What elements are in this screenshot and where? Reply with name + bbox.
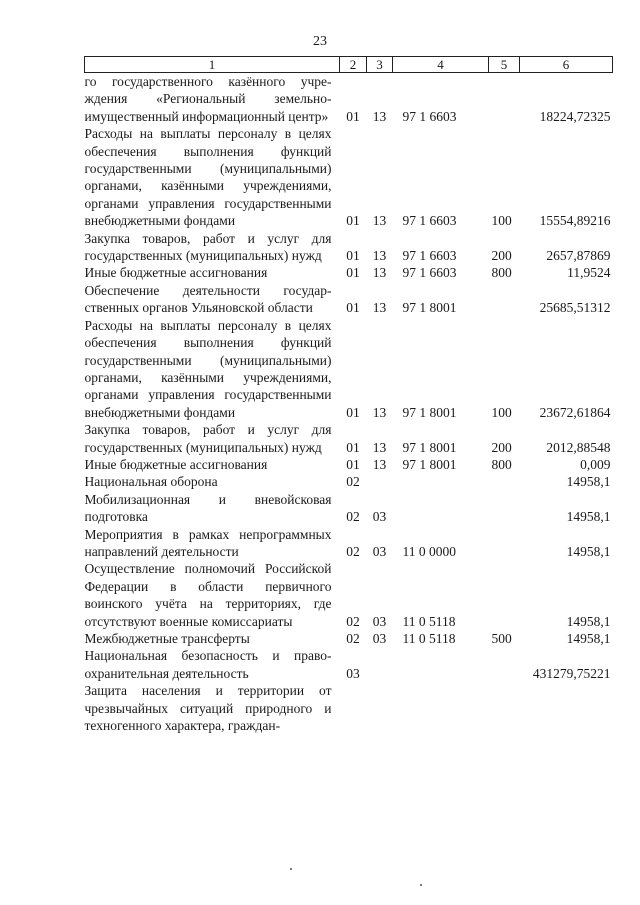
row-name: Иные бюджетные ассигнования [84,265,268,281]
row-section: 02 [346,474,360,490]
row-amount: 14958,1 [566,613,611,629]
row-target-code [393,491,489,526]
row-expense-type [489,682,520,734]
row-section: 02 [346,631,360,646]
row-target-code: 97 1 8001 [402,456,457,472]
row-subsection: 13 [372,439,387,455]
row-name: Защита населения и территории от чрезвычайных ситуаций природного и техногенного характера, граждан- [84,683,332,734]
row-target-code [393,647,489,682]
row-section: 01 [346,108,360,124]
row-subsection: 13 [372,300,387,316]
row-expense-type [489,560,520,630]
row-expense-type: 100 [491,213,512,229]
table-row [85,647,613,682]
row-name: Закупка товаров, работ и услуг для государственных (муниципальных) нужд [84,230,332,264]
row-name: Национальная безопасность и правоохранительная деятельность [84,648,332,681]
row-amount: 11,9524 [567,265,611,281]
row-target-code [393,473,489,490]
row-expense-type [489,491,520,526]
row-expense-type [489,526,520,561]
row-section: 02 [346,509,360,525]
table-row [85,560,613,630]
table-row [85,473,613,490]
row-section: 02 [346,613,360,629]
row-amount: 18224,72325 [539,108,611,124]
row-amount: 2657,87869 [546,248,611,264]
row-name: Иные бюджетные ассигнования [84,456,268,472]
row-subsection: 13 [372,248,387,264]
row-expense-type: 800 [491,456,512,472]
row-section: 01 [346,248,360,264]
table-row [85,456,613,473]
row-target-code: 97 1 8001 [402,300,457,316]
header-col-2: 2 [340,57,367,73]
row-subsection: 13 [372,265,387,281]
row-subsection: 13 [372,213,387,229]
row-name: Расходы на выплаты персоналу в целях обеспечения выполнения функций государственными (муниципальными) органами, казёнными учреждениями, органами управления государственными внебюджетными фондами [84,317,332,420]
row-name: Обеспечение деятельности государственных органов Ульяновской области [84,282,332,316]
row-expense-type: 200 [491,248,512,264]
row-name: Мобилизационная и вневойсковая подготовка [84,491,332,525]
row-expense-type [489,282,520,317]
row-section: 03 [346,665,360,681]
row-expense-type: 100 [491,404,512,420]
row-name: Осуществление полномочий Российской Федерации в области первичного воинского учёта на территориях, где отсутствуют военные комиссариаты [84,561,332,629]
row-name: го государственного казённого учреждения «Региональный земельно-имущественный информационный центр» [84,74,332,124]
row-target-code: 97 1 8001 [402,439,457,455]
table-row [85,630,613,647]
row-subsection: 03 [372,631,387,646]
row-name: Национальная оборона [84,474,218,490]
table-row [85,73,613,126]
header-col-5: 5 [489,57,520,73]
row-target-code: 97 1 6603 [402,248,457,264]
row-section: 01 [346,456,360,472]
row-section: 01 [346,300,360,316]
row-subsection: 03 [372,543,387,559]
row-target-code: 11 0 0000 [402,543,456,559]
header-col-1: 1 [85,57,340,73]
table-row [85,317,613,421]
row-target-code: 97 1 6603 [402,108,457,124]
row-name: Мероприятия в рамках непрограммных направлений деятельности [84,526,332,559]
row-target-code: 97 1 6603 [402,265,457,281]
table-row [85,230,613,265]
row-amount: 2012,88548 [546,439,611,455]
row-section: 01 [346,213,360,229]
row-name: Расходы на выплаты персоналу в целях обеспечения выполнения функций государственными (муниципальными) органами, казёнными учреждениями, органами управления государственными внебюджетными фондами [84,126,332,229]
table-row [85,264,613,281]
row-subsection: 13 [372,404,387,420]
page-number: 23 [313,34,327,49]
row-target-code: 97 1 8001 [402,404,457,420]
row-target-code: 11 0 5118 [402,631,456,646]
row-subsection [367,682,393,734]
row-expense-type: 500 [491,631,512,646]
scan-speck [290,868,292,870]
row-amount: 14958,1 [566,543,611,559]
row-amount: 15554,89216 [539,213,611,229]
row-amount: 431279,75221 [532,665,611,681]
row-section: 01 [346,404,360,420]
row-amount: 14958,1 [566,509,611,525]
row-subsection: 03 [372,509,387,525]
row-section: 01 [346,265,360,281]
table-body [85,73,613,735]
row-amount: 0,009 [580,456,611,472]
row-amount: 14958,1 [566,631,611,646]
scan-speck [420,884,422,886]
row-expense-type [489,73,520,126]
row-subsection: 13 [372,456,387,472]
row-expense-type [489,647,520,682]
row-target-code [393,682,489,734]
row-target-code: 11 0 5118 [402,613,456,629]
table-row [85,682,613,734]
row-name: Закупка товаров, работ и услуг для государственных (муниципальных) нужд [84,422,332,455]
row-amount: 23672,61864 [539,404,611,420]
row-target-code: 97 1 6603 [402,213,457,229]
row-amount: 25685,51312 [539,300,611,316]
budget-table [84,56,613,734]
row-section: 02 [346,543,360,559]
row-amount: 14958,1 [566,474,611,490]
row-section [340,682,367,734]
header-col-4: 4 [393,57,489,73]
row-subsection: 03 [372,613,387,629]
table-row [85,491,613,526]
table-row [85,421,613,456]
header-row [85,57,613,73]
header-col-3: 3 [367,57,393,73]
row-subsection [367,473,393,490]
row-name: Межбюджетные трансферты [84,631,250,646]
row-expense-type: 200 [491,439,512,455]
table-row [85,526,613,561]
table-row [85,125,613,229]
row-expense-type [489,473,520,490]
table-row [85,282,613,317]
row-subsection: 13 [372,108,387,124]
row-amount [520,682,613,734]
row-section: 01 [346,439,360,455]
row-expense-type: 800 [491,265,512,281]
header-col-6: 6 [520,57,613,73]
row-subsection [367,647,393,682]
